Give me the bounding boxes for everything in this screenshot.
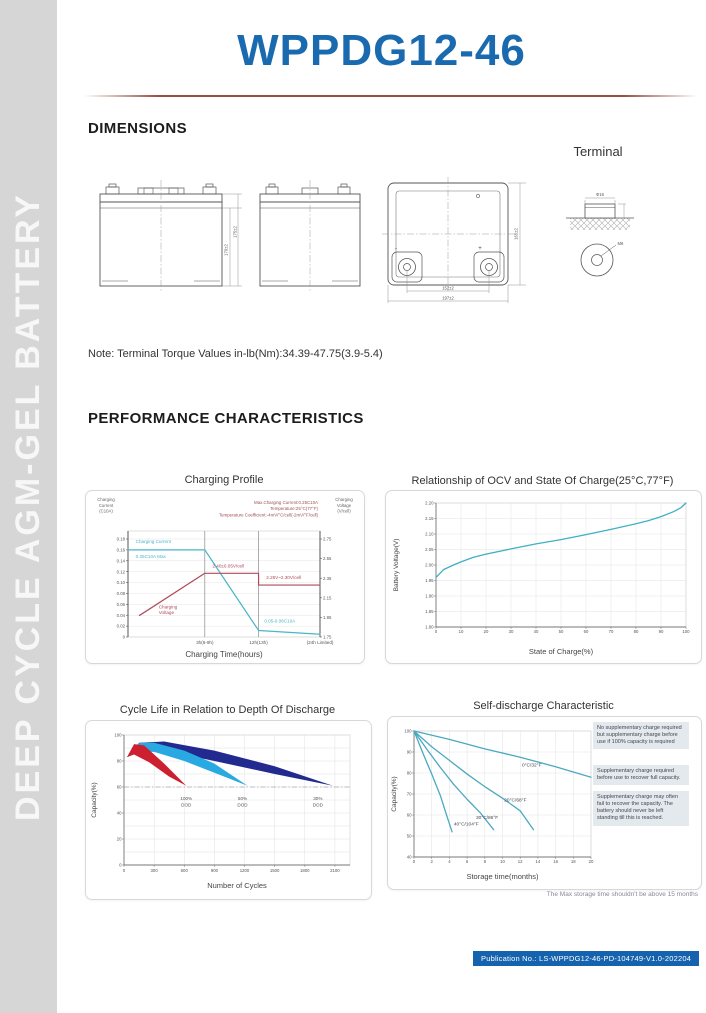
svg-text:40: 40 [533,629,539,634]
svg-text:Storage time(months): Storage time(months) [466,872,539,881]
svg-text:40: 40 [116,810,122,816]
svg-text:2.10: 2.10 [425,531,434,537]
svg-text:(C10A): (C10A) [99,508,113,514]
svg-text:2.15: 2.15 [425,516,434,521]
svg-text:60: 60 [406,812,412,818]
svg-text:2.40±0.05V/cell: 2.40±0.05V/cell [212,563,245,569]
svg-text:0: 0 [119,862,122,868]
svg-text:2.55: 2.55 [323,556,332,562]
self-discharge-note-1: No supplementary charge required but supplementary charge before use if 100% capacity is required [593,722,689,749]
dim-terminal-thread: M6 [617,241,624,246]
svg-text:100%: 100% [180,796,193,801]
svg-text:Battery Voltage(V): Battery Voltage(V) [393,538,400,592]
svg-text:0: 0 [412,859,416,864]
svg-text:2.25V~2.30V/cell: 2.25V~2.30V/cell [266,575,302,581]
svg-text:2.05: 2.05 [425,547,434,552]
charging-profile-chart [86,491,364,663]
svg-text:2.00: 2.00 [425,562,434,568]
chart-panel-cycle-life [85,720,372,900]
svg-text:Capacity(%): Capacity(%) [91,782,98,818]
svg-text:2.15: 2.15 [323,595,332,601]
svg-text:80: 80 [116,758,122,764]
chart-title-ocv: Relationship of OCV and State Of Charge(25°C,77°F) [411,475,674,487]
vertical-banner-text: DEEP CYCLE AGM-GEL BATTERY [9,192,47,821]
svg-text:60: 60 [583,629,589,634]
svg-text:2.35: 2.35 [323,575,332,581]
svg-text:3h(6-9h): 3h(6-9h) [196,640,214,645]
svg-text:18: 18 [570,859,576,864]
svg-text:0.04: 0.04 [116,612,125,618]
torque-note: Note: Terminal Torque Values in-lb(Nm):34.39-47.75(3.9-5.4) [88,348,383,360]
dim-height1: 170±2 [223,244,229,256]
svg-text:1.95: 1.95 [425,578,434,583]
svg-text:1800: 1800 [300,868,310,873]
svg-text:20: 20 [116,836,122,842]
svg-text:DOD: DOD [312,802,323,808]
svg-text:1200: 1200 [239,868,250,873]
svg-text:12: 12 [517,859,523,864]
svg-text:60: 60 [116,784,122,790]
svg-text:30: 30 [508,629,514,634]
chart-panel-self-discharge [387,716,702,890]
svg-text:70: 70 [406,791,412,797]
dim-height2: 175±2 [232,226,238,238]
svg-text:0.16: 0.16 [116,547,125,553]
svg-text:2100: 2100 [330,868,340,873]
chart-panel-charging-profile [85,490,365,664]
svg-text:40°C/104°F: 40°C/104°F [453,822,479,828]
svg-text:1.85: 1.85 [425,609,434,614]
battery-front-view [100,180,222,292]
svg-text:2: 2 [430,859,433,864]
chart-panel-ocv [385,490,702,664]
svg-text:50: 50 [406,833,412,839]
battery-side-view [260,180,360,292]
cycle-life-chart [86,721,371,899]
svg-text:0.08: 0.08 [116,591,125,597]
svg-text:0.06: 0.06 [116,601,125,607]
dimensions-drawing [80,160,706,310]
svg-text:Capacity(%): Capacity(%) [391,776,398,812]
chart-title-cycle-life: Cycle Life in Relation to Depth Of Discharge [119,704,336,716]
svg-text:0°C/32°F: 0°C/32°F [521,763,542,769]
svg-text:8: 8 [483,859,486,864]
svg-text:12h(13h): 12h(13h) [249,640,268,645]
svg-text:50: 50 [558,629,564,634]
page-title: WPPDG12-46 [237,26,526,75]
svg-text:0.02: 0.02 [116,623,125,629]
svg-text:100: 100 [114,732,122,738]
svg-text:30%: 30% [313,796,323,801]
svg-text:80: 80 [633,629,639,634]
svg-text:1.90: 1.90 [425,593,434,599]
self-discharge-note-3: Supplementary charge may often fail to recover the capacity. The battery should never be left standing till this is reached. [593,791,689,826]
dim-pitch: 152±2 [442,285,454,291]
battery-top-view [382,177,514,291]
svg-text:50%: 50% [237,796,248,801]
terminal-label: Terminal [573,144,623,159]
svg-text:1.95: 1.95 [323,615,332,620]
svg-text:0.14: 0.14 [116,558,125,564]
svg-text:0.25C10A Max: 0.25C10A Max [135,554,166,560]
svg-text:State of Charge(%): State of Charge(%) [528,647,594,656]
svg-text:30°C/86°F: 30°C/86°F [475,816,499,822]
svg-text:1.80: 1.80 [425,624,434,630]
dim-length: 197±2 [442,295,454,301]
svg-text:14: 14 [535,859,541,864]
publication-footer: Publication No.: LS-WPPDG12-46-PD-104749-V1.0-202204 [473,951,699,966]
self-discharge-note-2: Supplementary charge required before use to recover full capacity. [593,765,689,785]
svg-text:Charging: Charging [158,604,178,610]
storage-footnote: The Max storage time shouldn't be above 15 months [546,891,698,898]
svg-text:0: 0 [434,629,438,634]
svg-text:90: 90 [406,749,412,755]
svg-text:900: 900 [210,868,218,873]
chart-title-self-discharge: Self-discharge Characteristic [473,700,614,712]
chart-title-charging-profile: Charging Profile [184,474,264,486]
svg-text:DOD: DOD [181,802,192,808]
svg-text:Number of Cycles: Number of Cycles [207,881,267,890]
svg-text:6: 6 [465,859,469,864]
svg-text:20: 20 [483,629,489,634]
svg-text:Max.Charging Current:0.25C10A: Max.Charging Current:0.25C10A [254,500,318,505]
performance-heading: PERFORMANCE CHARACTERISTICS [88,410,364,427]
svg-text:10: 10 [500,859,505,864]
front-dimension-lines [222,194,242,286]
svg-text:0: 0 [122,634,125,640]
dimensions-heading: DIMENSIONS [88,120,188,137]
svg-text:0: 0 [122,868,126,873]
svg-text:Voltage: Voltage [336,502,352,508]
svg-text:0.05-0.08C10A: 0.05-0.08C10A [264,618,296,624]
svg-text:4: 4 [448,859,451,864]
svg-text:100: 100 [682,629,690,634]
svg-text:(24h Limited): (24h Limited) [306,640,334,645]
svg-text:0.12: 0.12 [116,569,125,575]
svg-text:16: 16 [553,859,558,864]
curve-40c [414,731,452,832]
terminal-neg-mark: - [395,246,397,252]
svg-text:Current: Current [98,502,114,508]
vertical-banner [0,0,57,1013]
svg-text:Charging: Charging [335,497,353,502]
svg-text:0.10: 0.10 [116,580,125,586]
svg-text:2.75: 2.75 [323,536,332,542]
svg-text:20: 20 [588,859,594,864]
svg-text:20°C/68°F: 20°C/68°F [504,798,527,804]
svg-text:Charging Time(hours): Charging Time(hours) [185,650,263,659]
svg-text:Charging: Charging [97,497,115,502]
dim-width: 165±2 [513,228,519,240]
svg-text:80: 80 [406,770,412,776]
svg-text:300: 300 [150,868,158,873]
title-divider [84,95,698,97]
terminal-pos-mark: + [478,246,482,252]
svg-text:100: 100 [404,728,412,734]
ocv-soc-chart [386,491,701,663]
svg-text:40: 40 [406,854,412,860]
svg-text:70: 70 [608,629,614,634]
svg-text:DOD: DOD [237,802,248,808]
svg-text:1500: 1500 [269,868,280,873]
svg-text:90: 90 [658,629,664,634]
dim-terminal-diameter: Φ16 [596,192,604,197]
svg-text:(V/cell): (V/cell) [337,508,351,514]
terminal-detail-drawing [566,198,634,276]
svg-text:Voltage: Voltage [158,609,175,615]
svg-text:0.18: 0.18 [116,536,125,542]
svg-text:600: 600 [180,868,188,873]
svg-text:Temperature:25°C(77°F): Temperature:25°C(77°F) [270,506,318,512]
svg-text:Temperature Coefficient:-4mV/°: Temperature Coefficient:-4mV/°C/cell(-2mV/°F/cell) [218,512,318,518]
svg-text:10: 10 [458,629,464,634]
svg-text:2.20: 2.20 [425,500,434,506]
svg-text:Charging Current: Charging Current [135,538,171,544]
svg-text:1.75: 1.75 [323,634,332,640]
